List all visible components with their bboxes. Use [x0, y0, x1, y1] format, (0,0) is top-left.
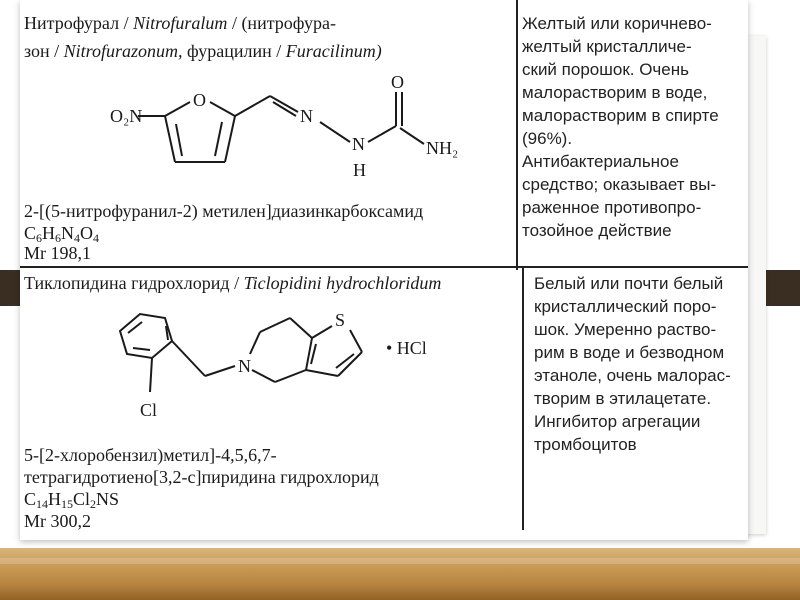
chlorine-label: Cl: [140, 400, 158, 420]
description-line: Антибактериальное: [522, 152, 679, 171]
description-line: творим в этилацетате.: [534, 389, 712, 408]
ticlopidine-structure: [110, 296, 490, 426]
drug-table: [20, 0, 748, 540]
description-line: тромбоцитов: [534, 435, 637, 454]
description-line: (96%).: [522, 129, 573, 148]
description-line: малорастворим в спирте: [522, 106, 719, 125]
hydrazide-nitrogen-label: N: [352, 134, 365, 154]
nitrofural-title-line1: Нитрофурал / Nitrofuralum / (нитрофура-: [24, 13, 336, 33]
description-line: кристаллический поро-: [534, 297, 717, 316]
description-line: малорастворим в воде,: [522, 83, 708, 102]
description-line: раженное противопро-: [522, 198, 702, 217]
ticlopidine-title: Тиклопидина гидрохлорид / Ticlopidini hydrochloridum: [24, 273, 442, 293]
nitrofural-title-line2: зон / Nitrofurazonum, фурацилин / Furacilinum): [24, 41, 382, 61]
sulfur-label: S: [335, 310, 346, 330]
ticlopidine-iupac-line2: тетрагидротиено[3,2-c]пиридина гидрохлорид: [24, 467, 379, 487]
ticlopidine-formula: $C_{14}H_{15}Cl_2NS$: [24, 489, 120, 511]
nitrofural-structure: [80, 72, 500, 192]
description-line: шок. Умеренно раство-: [534, 320, 717, 339]
row-divider: [20, 266, 748, 268]
description-line: средство; оказывает вы-: [522, 175, 717, 194]
description-line: рим в воде и безводном: [534, 343, 725, 362]
wood-shelf-decoration: [0, 548, 800, 600]
description-line: Ингибитор агрегации: [534, 412, 701, 431]
description-line: Белый или почти белый: [534, 274, 724, 293]
ticlopidine-iupac-line1: 5-[2-хлоробензил)метил]-4,5,6,7-: [24, 445, 277, 465]
column-divider-top: [516, 0, 518, 270]
nitrofural-mr: Mr 198,1: [24, 243, 91, 263]
ticlopidine-mr: Mr 300,2: [24, 511, 91, 531]
description-line: этаноле, очень малорас-: [534, 366, 731, 385]
nitrofural-formula: $C_6H_6N_4O_4$: [24, 223, 100, 245]
o2n-label: O₂N: [110, 106, 143, 126]
description-line: желтый кристалличе-: [522, 37, 692, 56]
amide-nh2-label: NH₂: [426, 138, 459, 158]
column-divider-bottom: [522, 268, 524, 530]
nitrofural-iupac-name: 2-[(5-нитрофуранил-2) метилен]диазинкарбоксамид: [24, 201, 424, 221]
furan-oxygen-label: O: [193, 90, 206, 110]
imine-nitrogen-label: N: [300, 106, 313, 126]
carbonyl-oxygen-label: O: [391, 72, 404, 92]
hcl-salt-label: • HCl: [386, 338, 427, 358]
nitrofural-description: [522, 12, 719, 242]
nitrogen-label: N: [238, 356, 251, 376]
description-line: тозойное действие: [522, 221, 672, 240]
ticlopidine-description: [534, 272, 731, 456]
hydrazide-hydrogen-label: H: [353, 160, 366, 180]
description-line: ский порошок. Очень: [522, 60, 689, 79]
description-line: Желтый или коричнево-: [522, 14, 712, 33]
